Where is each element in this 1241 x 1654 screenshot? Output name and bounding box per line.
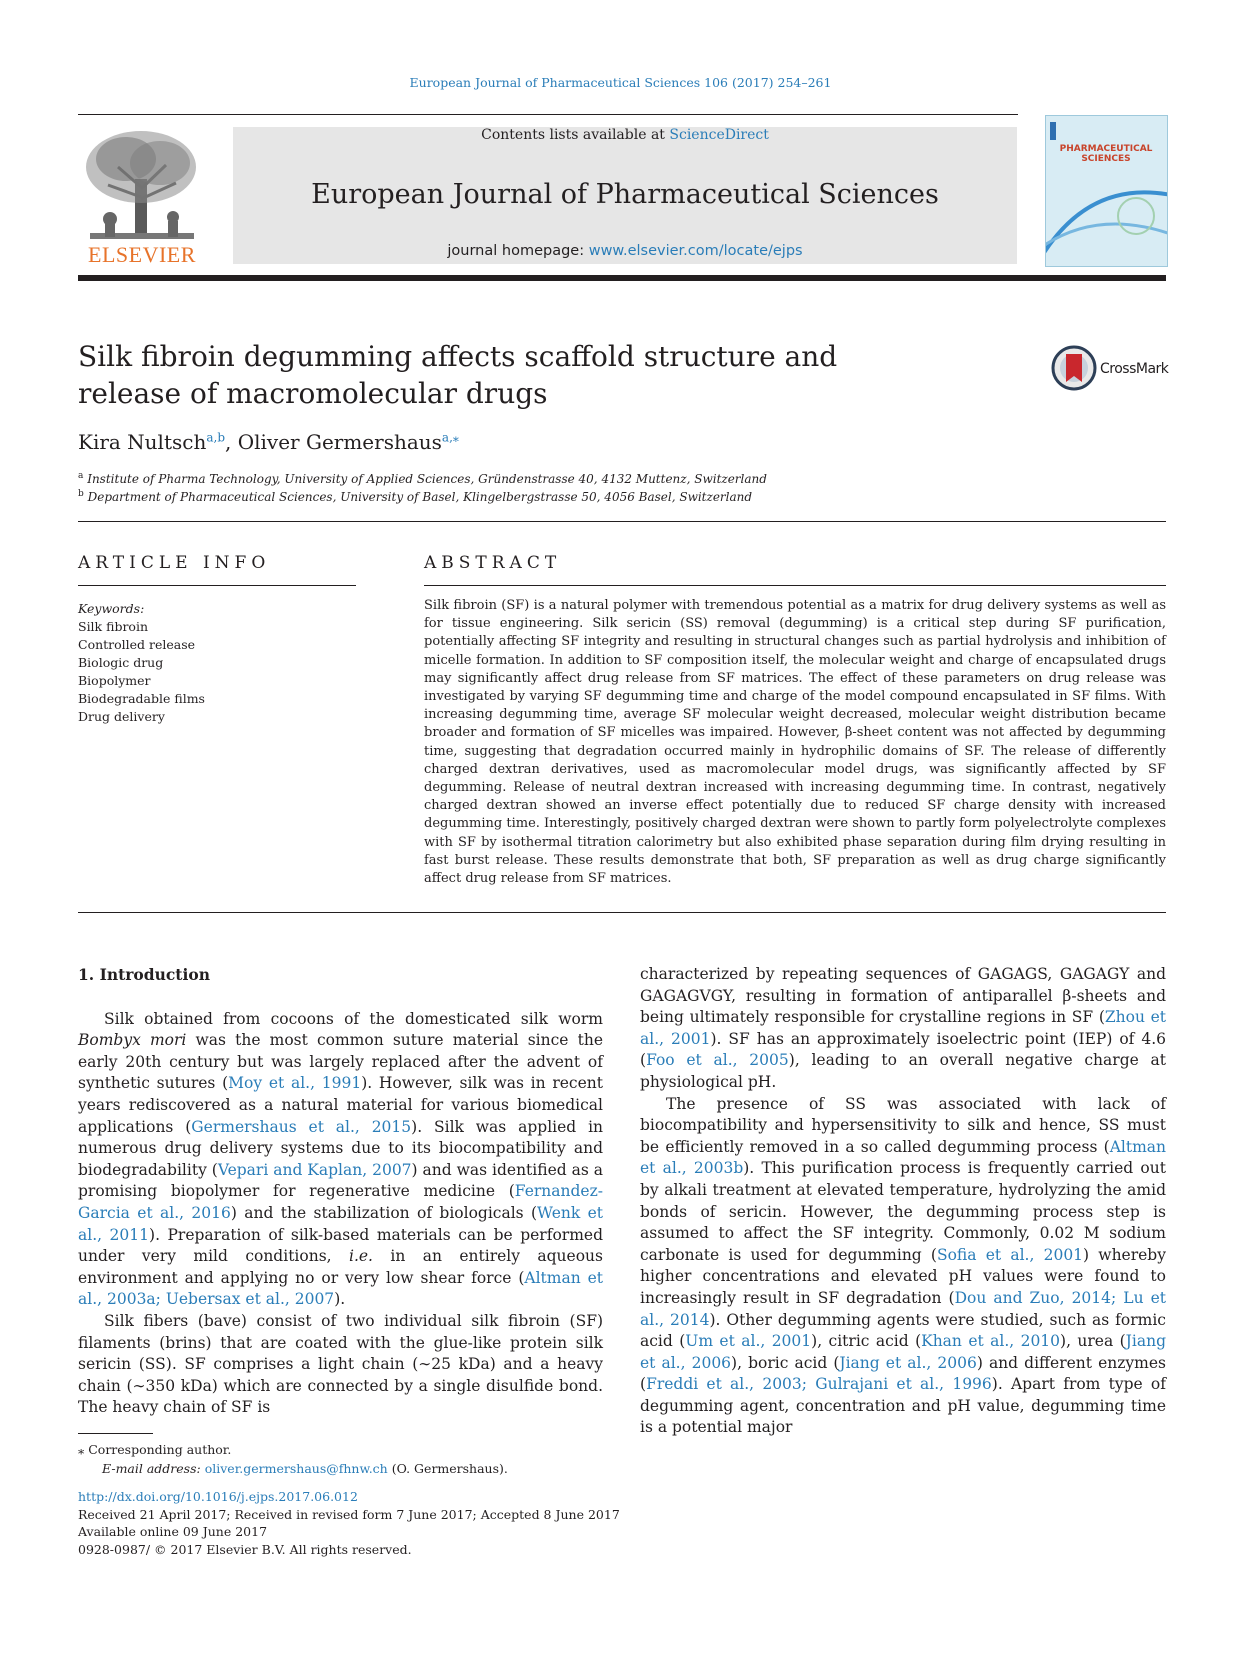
email-footnote xyxy=(102,1460,508,1477)
body-text: ) and was identified as a promising biopolymer for regenerative medicine ( xyxy=(78,1160,603,1201)
body-text: in an entirely aqueous environment and applying no or very low shear force ( xyxy=(78,1247,603,1287)
author-separator: , xyxy=(225,430,238,454)
keyword-item: Biodegradable films xyxy=(78,691,205,706)
contents-prefix: Contents lists available at xyxy=(481,127,665,143)
journal-banner xyxy=(233,127,1017,264)
affiliation-a xyxy=(78,471,767,486)
body-text: ), boric acid ( xyxy=(731,1353,840,1372)
citation-link[interactable]: Jiang et al., 2006 xyxy=(839,1353,977,1372)
keyword-item: Biologic drug xyxy=(78,655,164,670)
keywords-label: Keywords: xyxy=(78,601,145,616)
citation-link[interactable]: Germershaus et al., 2015 xyxy=(191,1117,412,1136)
keyword-item: Drug delivery xyxy=(78,709,165,724)
journal-citation[interactable]: European Journal of Pharmaceutical Sciences 106 (2017) 254–261 xyxy=(409,75,832,90)
body-text: ). Other degumming agents were studied, such as formic acid ( xyxy=(640,1310,1166,1351)
footnote-text: Corresponding author. xyxy=(88,1442,232,1457)
elsevier-wordmark[interactable]: ELSEVIER xyxy=(88,242,196,267)
author-name[interactable]: Oliver Germershaus xyxy=(237,430,442,454)
keyword-item: Biopolymer xyxy=(78,673,151,688)
received-dates: Received 21 April 2017; Received in revised form 7 June 2017; Accepted 8 June 2017 xyxy=(78,1506,620,1522)
citation-link[interactable]: Sofia et al., 2001 xyxy=(936,1245,1084,1264)
citation-link[interactable]: Altman et al., 2003a; Uebersax et al., 2007 xyxy=(78,1268,603,1309)
citation-link[interactable]: Jiang et al., 2006 xyxy=(640,1332,1166,1372)
body-column-left xyxy=(78,964,603,1419)
doi-link[interactable]: http://dx.doi.org/10.1016/j.ejps.2017.06.012 xyxy=(78,1489,358,1504)
citation-link[interactable]: Wenk et al., 2011 xyxy=(78,1203,604,1244)
body-text: Silk obtained from cocoons of the domesticated silk worm xyxy=(104,1009,603,1028)
keyword-item: Controlled release xyxy=(78,637,196,652)
affiliation-mark: a xyxy=(78,471,84,481)
author-name[interactable]: Kira Nultsch xyxy=(78,430,207,454)
citation-link[interactable]: Dou and Zuo, 2014; Lu et al., 2014 xyxy=(640,1288,1166,1329)
journal-cover-thumbnail[interactable] xyxy=(1045,115,1168,267)
body-text: ) whereby higher concentrations and elevated pH values were found to increasingly result in SF degradation ( xyxy=(640,1245,1166,1307)
abstract-rule xyxy=(424,585,1166,586)
affiliation-b xyxy=(78,489,752,504)
body-text: ). xyxy=(334,1290,346,1309)
section-heading-introduction: 1. Introduction xyxy=(78,965,210,984)
footnote-mark: ⁎ xyxy=(78,1442,85,1457)
corresponding-footnote xyxy=(78,1441,231,1458)
intro-paragraph xyxy=(640,964,1166,1094)
affiliation-mark: b xyxy=(78,489,84,499)
body-text: characterized by repeating sequences of GAGAGS, GAGAGY and GAGAGVGY, resulting in formation of antiparallel β-sheets and being ultimately responsible for crystalline regions in SF ( xyxy=(640,965,1166,1027)
body-text: ). However, silk was in recent years rediscovered as a natural material for various biomedical applications ( xyxy=(78,1074,603,1136)
abstract-bottom-rule xyxy=(78,912,1166,913)
contents-line xyxy=(233,127,1017,143)
body-column-right xyxy=(640,964,1166,1439)
journal-name: European Journal of Pharmaceutical Sciences xyxy=(311,179,939,210)
article-title: Silk fibroin degumming affects scaffold structure and release of macromolecular drugs xyxy=(78,340,838,410)
body-text: ). SF has an approximately isoelectric point (IEP) of 4.6 ( xyxy=(640,1029,1166,1070)
article-info-heading: ARTICLE INFO xyxy=(78,553,271,573)
body-text: ). Preparation of silk-based materials can be performed under very mild conditions, xyxy=(78,1225,603,1266)
intro-paragraph xyxy=(78,1009,603,1311)
affiliation-text: Institute of Pharma Technology, University of Applied Sciences, Gründenstrasse 40, 4132 Muttenz, Switzerland xyxy=(87,472,767,486)
keyword-item: Silk fibroin xyxy=(78,619,148,634)
homepage-link[interactable]: www.elsevier.com/locate/ejps xyxy=(588,243,803,259)
email-link[interactable]: oliver.germershaus@fhnw.ch xyxy=(204,1461,388,1476)
citation-link[interactable]: Freddi et al., 2003; Gulrajani et al., 1996 xyxy=(646,1375,992,1394)
footnote-rule xyxy=(78,1433,153,1434)
body-text: The presence of SS was associated with lack of biocompatibility and hypersensitivity to silk and hence, SS must be efficiently removed in a so called degumming process ( xyxy=(640,1094,1166,1156)
email-label: E-mail address: xyxy=(102,1461,201,1476)
author-affil-mark[interactable]: a,b xyxy=(206,430,225,445)
homepage-line xyxy=(233,243,1017,259)
crossmark-icon xyxy=(1050,344,1098,392)
author-affil-mark[interactable]: a,⁎ xyxy=(441,430,459,445)
intro-paragraph xyxy=(78,1311,603,1419)
citation-link[interactable]: Um et al., 2001 xyxy=(685,1332,812,1351)
crossmark-label: CrossMark xyxy=(1100,361,1169,377)
body-text: ), citric acid ( xyxy=(811,1332,922,1351)
italic-text: Bombyx mori xyxy=(78,1031,187,1050)
intro-paragraph xyxy=(640,1094,1166,1440)
body-text: ), urea ( xyxy=(1060,1332,1126,1351)
copyright: 0928-0987/ © 2017 Elsevier B.V. All rights reserved. xyxy=(78,1541,412,1557)
citation-link[interactable]: Foo et al., 2005 xyxy=(646,1051,789,1070)
body-text: ). Silk was applied in numerous drug delivery systems due to its biocompatibility and biodegradability ( xyxy=(78,1117,604,1179)
info-top-rule xyxy=(78,521,1166,522)
publication-info xyxy=(78,1488,620,1558)
italic-text: i.e. xyxy=(348,1247,373,1266)
cover-title: PHARMACEUTICAL SCIENCES xyxy=(1059,144,1153,164)
body-text: was the most common suture material since the early 20th century but was largely replaced after the advent of synthetic sutures ( xyxy=(78,1031,603,1093)
body-text: ), leading to an overall negative charge at physiological pH. xyxy=(640,1051,1166,1091)
homepage-prefix: journal homepage: xyxy=(447,243,585,259)
citation-link[interactable]: Fernandez-Garcia et al., 2016 xyxy=(78,1182,603,1222)
citation-link[interactable]: Khan et al., 2010 xyxy=(921,1332,1061,1351)
affiliation-text: Department of Pharmaceutical Sciences, University of Basel, Klingelbergstrasse 50, 4056 Basel, Switzerland xyxy=(87,490,753,504)
author-list xyxy=(78,430,459,454)
keywords-block xyxy=(78,600,356,726)
citation-link[interactable]: Vepari and Kaplan, 2007 xyxy=(217,1160,412,1179)
available-online: Available online 09 June 2017 xyxy=(78,1524,268,1539)
body-text: ) and the stabilization of biologicals ( xyxy=(230,1203,538,1222)
header-thick-rule xyxy=(78,275,1166,281)
citation-link[interactable]: Altman et al., 2003b xyxy=(640,1137,1166,1178)
abstract-text: Silk fibroin (SF) is a natural polymer with tremendous potential as a matrix for drug delivery systems as well as for tissue engineering. Silk sericin (SS) removal (degumming) is a critical step during SF purification, potentially affecting SF integrity and resulting in structural changes such as partial hydrolysis and inhibition of micelle formation. In addition to SF composition itself, the molecular weight and charge of encapsulated drugs may significantly affect drug release from SF matrices. The effect of these parameters on drug release was investigated by varying SF degumming time and charge of the model compound encapsulated in SF films. With increasing degumming time, average SF molecular weight decreased, molecular weight distribution became broader and formation of SF micelles was impaired. However, β-sheet content was not affected by degumming time, suggesting that degradation occurred mainly in hydrophilic domains of SF. The release of differently charged dextran derivatives, used as macromolecular model drugs, was significantly affected by SF degumming. Release of neutral dextran increased with increasing degumming time. In contrast, negatively charged dextran showed an inverse effect potentially due to reduced SF charge density with increased degumming time. Interestingly, positively charged dextran were shown to partly form polyelectrolyte complexes with SF by isothermal titration calorimetry but also exhibited phase separation during film drying resulting in fast burst release. These results demonstrate that both, SF preparation as well as drug charge significantly affect drug release from SF matrices. xyxy=(424,598,1166,887)
email-suffix: (O. Germershaus). xyxy=(391,1461,508,1476)
body-text: Silk fibers (bave) consist of two individual silk fibroin (SF) filaments (brins) that are coated with the glue-like protein silk sericin (SS). SF comprises a light chain (∼25 kDa) and a heavy chain (∼350 kDa) which are connected by a single disulfide bond. The heavy chain of SF is xyxy=(78,1311,603,1417)
abstract-heading: ABSTRACT xyxy=(424,553,562,573)
keywords-rule xyxy=(78,585,356,586)
sciencedirect-link[interactable]: ScienceDirect xyxy=(669,127,769,143)
body-text: ). Apart from type of degumming agent, concentration and pH value, degumming time is a potential major xyxy=(640,1375,1166,1437)
body-text: ). This purification process is frequently carried out by alkali treatment at elevated temperature, hydrolyzing the amid bonds of sericin. However, the degumming process step is assumed to affect the SF integrity. Commonly, 0.02 M sodium carbonate is used for degumming ( xyxy=(640,1159,1166,1264)
citation-link[interactable]: Moy et al., 1991 xyxy=(228,1074,362,1093)
header-rule xyxy=(78,114,1018,115)
citation-link[interactable]: Zhou et al., 2001 xyxy=(640,1008,1166,1048)
body-text: ) and different enzymes ( xyxy=(640,1353,1166,1394)
